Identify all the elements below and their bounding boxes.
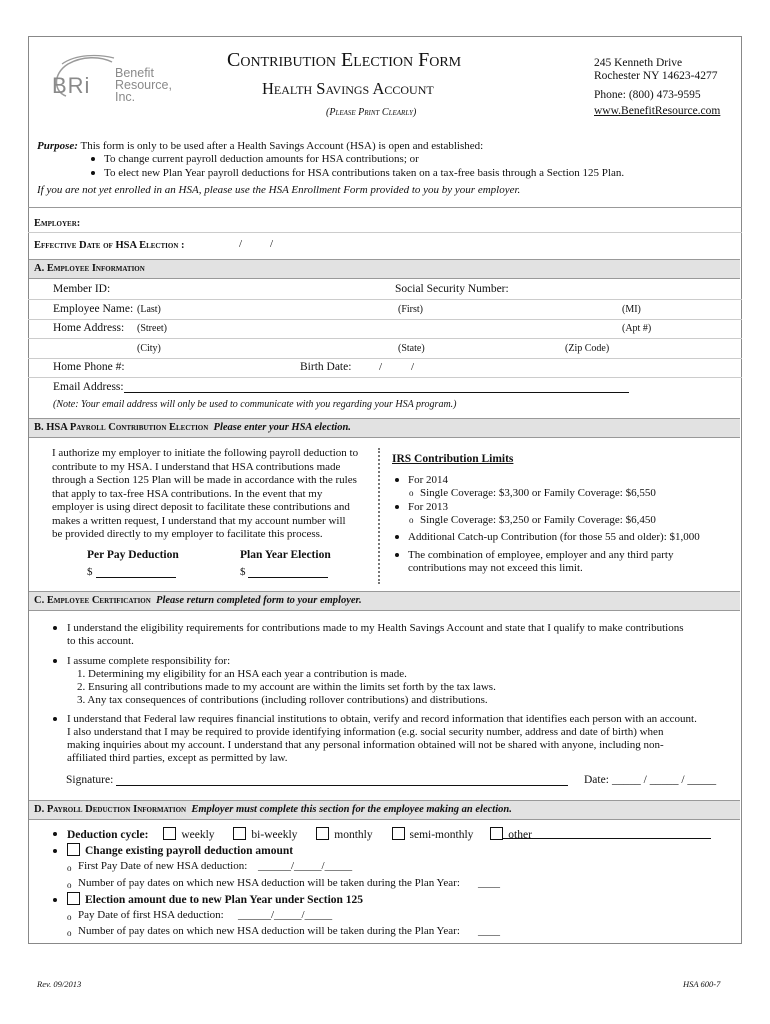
bullet [53,898,57,902]
num-pay-dates-input[interactable]: ____ [478,877,500,889]
first-deduction-date-input[interactable]: ______/_____/_____ [238,909,333,921]
combination-line1: The combination of employee, employer and any third party [408,549,674,561]
coverage-2014: Single Coverage: $3,300 or Family Coverage: $6,550 [420,487,656,499]
employee-name-label: Employee Name: [53,303,134,315]
address-line2: Rochester NY 14623-4277 [594,70,718,82]
bullet [53,832,57,836]
first-name-hint: (First) [398,304,423,315]
election-due-label: Election amount due to new Plan Year under Section 125 [85,894,364,906]
form-number: HSA 600-7 [683,979,721,989]
street-hint: (Street) [137,323,167,334]
cert-bullet-3-line3: making inquiries about my account. I understand that any personal information obtained will not be shared with anyone, including non- [67,739,664,751]
auth-line: makes a written request, I understand that my account number will [52,514,346,527]
home-address-label: Home Address: [53,322,125,334]
email-label: Email Address: [53,381,124,393]
purpose-bullet-2: To elect new Plan Year payroll deductions for HSA contributions taken on a tax-free basis through a Section 125 Plan. [104,167,625,179]
cert-bullet-1-line2: to this account. [67,635,134,647]
other-checkbox[interactable] [490,827,503,840]
website-link[interactable]: www.BenefitResource.com [594,105,721,117]
plan-year-input[interactable] [248,577,328,578]
section-c-title-wrap [34,595,362,606]
first-deduction-date-label: Pay Date of first HSA deduction: [78,909,224,921]
logo-line2: Resource, [115,78,172,92]
date-slash: / [379,361,383,373]
other-cycle-input[interactable] [503,838,711,839]
logo-mark: BRi [52,73,91,98]
authorization-text [52,447,358,542]
cert-bullet-2: I assume complete responsibility for: [67,655,231,667]
cert-bullet-3-line2: I also understand that I may be required to provide identifying information (e.g. social security number, address and date of birth) when [67,726,664,738]
city-hint: (City) [137,343,161,354]
bullet [395,553,399,557]
auth-line: that apply to tax-free HSA contributions. In the event that my [52,487,323,500]
purpose-text [37,140,483,152]
cert-bullet-3-line4: affiliated third parties, except as permitted by law. [67,752,288,764]
section-d-note: Employer must complete this section for the employee making an election. [191,804,512,815]
email-input-line[interactable] [124,392,629,393]
apt-hint: (Apt #) [622,323,652,334]
section-a-header [29,259,740,279]
employer-label: Employer: [34,218,81,229]
sub-bullet: o [67,928,72,938]
form-title: Contribution Election Form [227,49,462,71]
date-slash: / [411,361,415,373]
date-slash: / [270,238,274,250]
num-pay-dates-input-2[interactable]: ____ [478,925,500,937]
state-hint: (State) [398,343,425,354]
signature-label: Signature: [66,774,114,786]
ssn-label: Social Security Number: [395,283,509,295]
change-existing-label: Change existing payroll deduction amount [85,845,294,857]
coverage-2013: Single Coverage: $3,250 or Family Coverage: $6,450 [420,514,656,526]
section-a-title: A. Employee Information [34,263,145,274]
zip-hint: (Zip Code) [565,343,610,354]
bullet [53,626,57,630]
divider [28,207,742,208]
election-due-checkbox[interactable] [67,892,80,905]
divider [28,232,742,233]
bullet [53,717,57,721]
biweekly-checkbox[interactable] [233,827,246,840]
first-pay-date-label: First Pay Date of new HSA deduction: [78,860,248,872]
semimonthly-label: semi-monthly [409,829,474,841]
phone-number: Phone: (800) 473-9595 [594,89,701,101]
revision-date: Rev. 09/2013 [37,979,82,989]
auth-line: be provided directly to my employer to facilitate this process. [52,528,323,540]
other-label: other [508,829,532,841]
birth-date-label: Birth Date: [300,361,352,373]
mi-hint: (MI) [622,304,641,315]
purpose-label: Purpose: [37,140,78,152]
section-c-title: C. Employee Certification [34,595,151,606]
section-b-header [29,418,740,438]
member-id-label: Member ID: [53,283,111,295]
sub-bullet: o [67,880,72,890]
per-pay-input[interactable] [96,577,176,578]
plan-year-dollar: $ [240,566,246,578]
monthly-label: monthly [334,829,373,841]
semimonthly-checkbox[interactable] [392,827,405,840]
divider [28,338,742,339]
section-b-note: Please enter your HSA election. [213,422,351,433]
divider [28,358,742,359]
deduction-cycle-label: Deduction cycle: [67,829,149,841]
for-2014: For 2014 [408,474,449,486]
per-pay-label: Per Pay Deduction [87,549,179,561]
purpose-body: This form is only to be used after a Health Savings Account (HSA) is open and established: [80,140,484,152]
signature-input[interactable] [116,785,568,786]
section-b-title: B. HSA Payroll Contribution Election [34,422,209,433]
deduction-cycle-row [67,827,532,841]
divider [28,319,742,320]
first-pay-date-input[interactable]: ______/_____/_____ [258,860,353,872]
biweekly-label: bi-weekly [251,829,298,841]
for-2013: For 2013 [408,501,449,513]
change-existing-row [67,843,293,857]
election-due-row [67,892,363,906]
cert-bullet-3-line1: I understand that Federal law requires financial institutions to obtain, verify and record information that identifies each person with an account. [67,713,697,725]
auth-line: employer is using direct deposit to facilitate these contributions and [52,501,350,513]
bullet [395,478,399,482]
effective-date-label: Effective Date of HSA Election : [34,240,185,251]
date-label: Date: [584,774,609,786]
responsibility-2: 2. Ensuring all contributions made to my account are within the limits set forth by the tax laws. [77,681,496,693]
enrollment-note: If you are not yet enrolled in an HSA, please use the HSA Enrollment Form provided to you by your employer. [37,184,521,196]
num-pay-dates-label: Number of pay dates on which new HSA deduction will be taken during the Plan Year: [78,877,460,889]
email-note: (Note: Your email address will only be used to communicate with you regarding your HSA program.) [53,399,457,410]
last-name-hint: (Last) [137,304,161,315]
bullet [53,849,57,853]
divider [28,377,742,378]
home-phone-label: Home Phone #: [53,361,125,373]
auth-line: through a Section 125 Plan will be made in accordance with the rules [52,474,357,486]
combination-line2: contributions may not exceed this limit. [408,562,583,574]
bullet [91,171,95,175]
irs-limits-title: IRS Contribution Limits [392,453,514,465]
date-input[interactable]: _____ / _____ / _____ [612,774,717,786]
form-subtitle: Health Savings Account [262,79,434,98]
logo-line1: Benefit [115,66,154,80]
weekly-checkbox[interactable] [163,827,176,840]
section-d-title-wrap [34,804,512,815]
responsibility-3: 3. Any tax consequences of contributions (including rollover contributions) and distributions. [77,694,488,706]
column-divider [378,448,380,584]
section-d-title: D. Payroll Deduction Information [34,804,187,815]
bullet [395,505,399,509]
sub-bullet: o [409,515,414,525]
auth-line: I authorize my employer to initiate the following payroll deduction to [52,447,359,459]
bullet [91,157,95,161]
logo-line3: Inc. [115,90,136,104]
date-slash: / [239,238,243,250]
sub-bullet: o [409,488,414,498]
weekly-label: weekly [181,829,215,841]
catchup-contribution: Additional Catch-up Contribution (for those 55 and older): $1,000 [408,531,700,543]
divider [28,299,742,300]
section-c-header [29,591,740,611]
num-pay-dates-label-2: Number of pay dates on which new HSA deduction will be taken during the Plan Year: [78,925,460,937]
section-b-title-wrap [34,422,351,433]
monthly-checkbox[interactable] [316,827,329,840]
auth-line: contribute to my HSA. I understand that HSA contributions made [52,460,341,473]
cert-bullet-1-line1: I understand the eligibility requirements for contributions made to my Health Savings Account and state that I qualify to make contributions [67,622,684,634]
section-d-header [29,800,740,820]
purpose-bullet-1: To change current payroll deduction amounts for HSA contributions; or [104,153,419,165]
bullet [53,659,57,663]
change-existing-checkbox[interactable] [67,843,80,856]
sub-bullet: o [67,863,72,873]
responsibility-1: 1. Determining my eligibility for an HSA each year a contribution is made. [77,668,407,680]
plan-year-label: Plan Year Election [240,549,331,561]
section-c-note: Please return completed form to your employer. [156,595,362,606]
per-pay-dollar: $ [87,566,93,578]
bullet [395,535,399,539]
print-clearly-note: (Please Print Clearly) [326,107,417,118]
address-line1: 245 Kenneth Drive [594,57,683,69]
sub-bullet: o [67,912,72,922]
